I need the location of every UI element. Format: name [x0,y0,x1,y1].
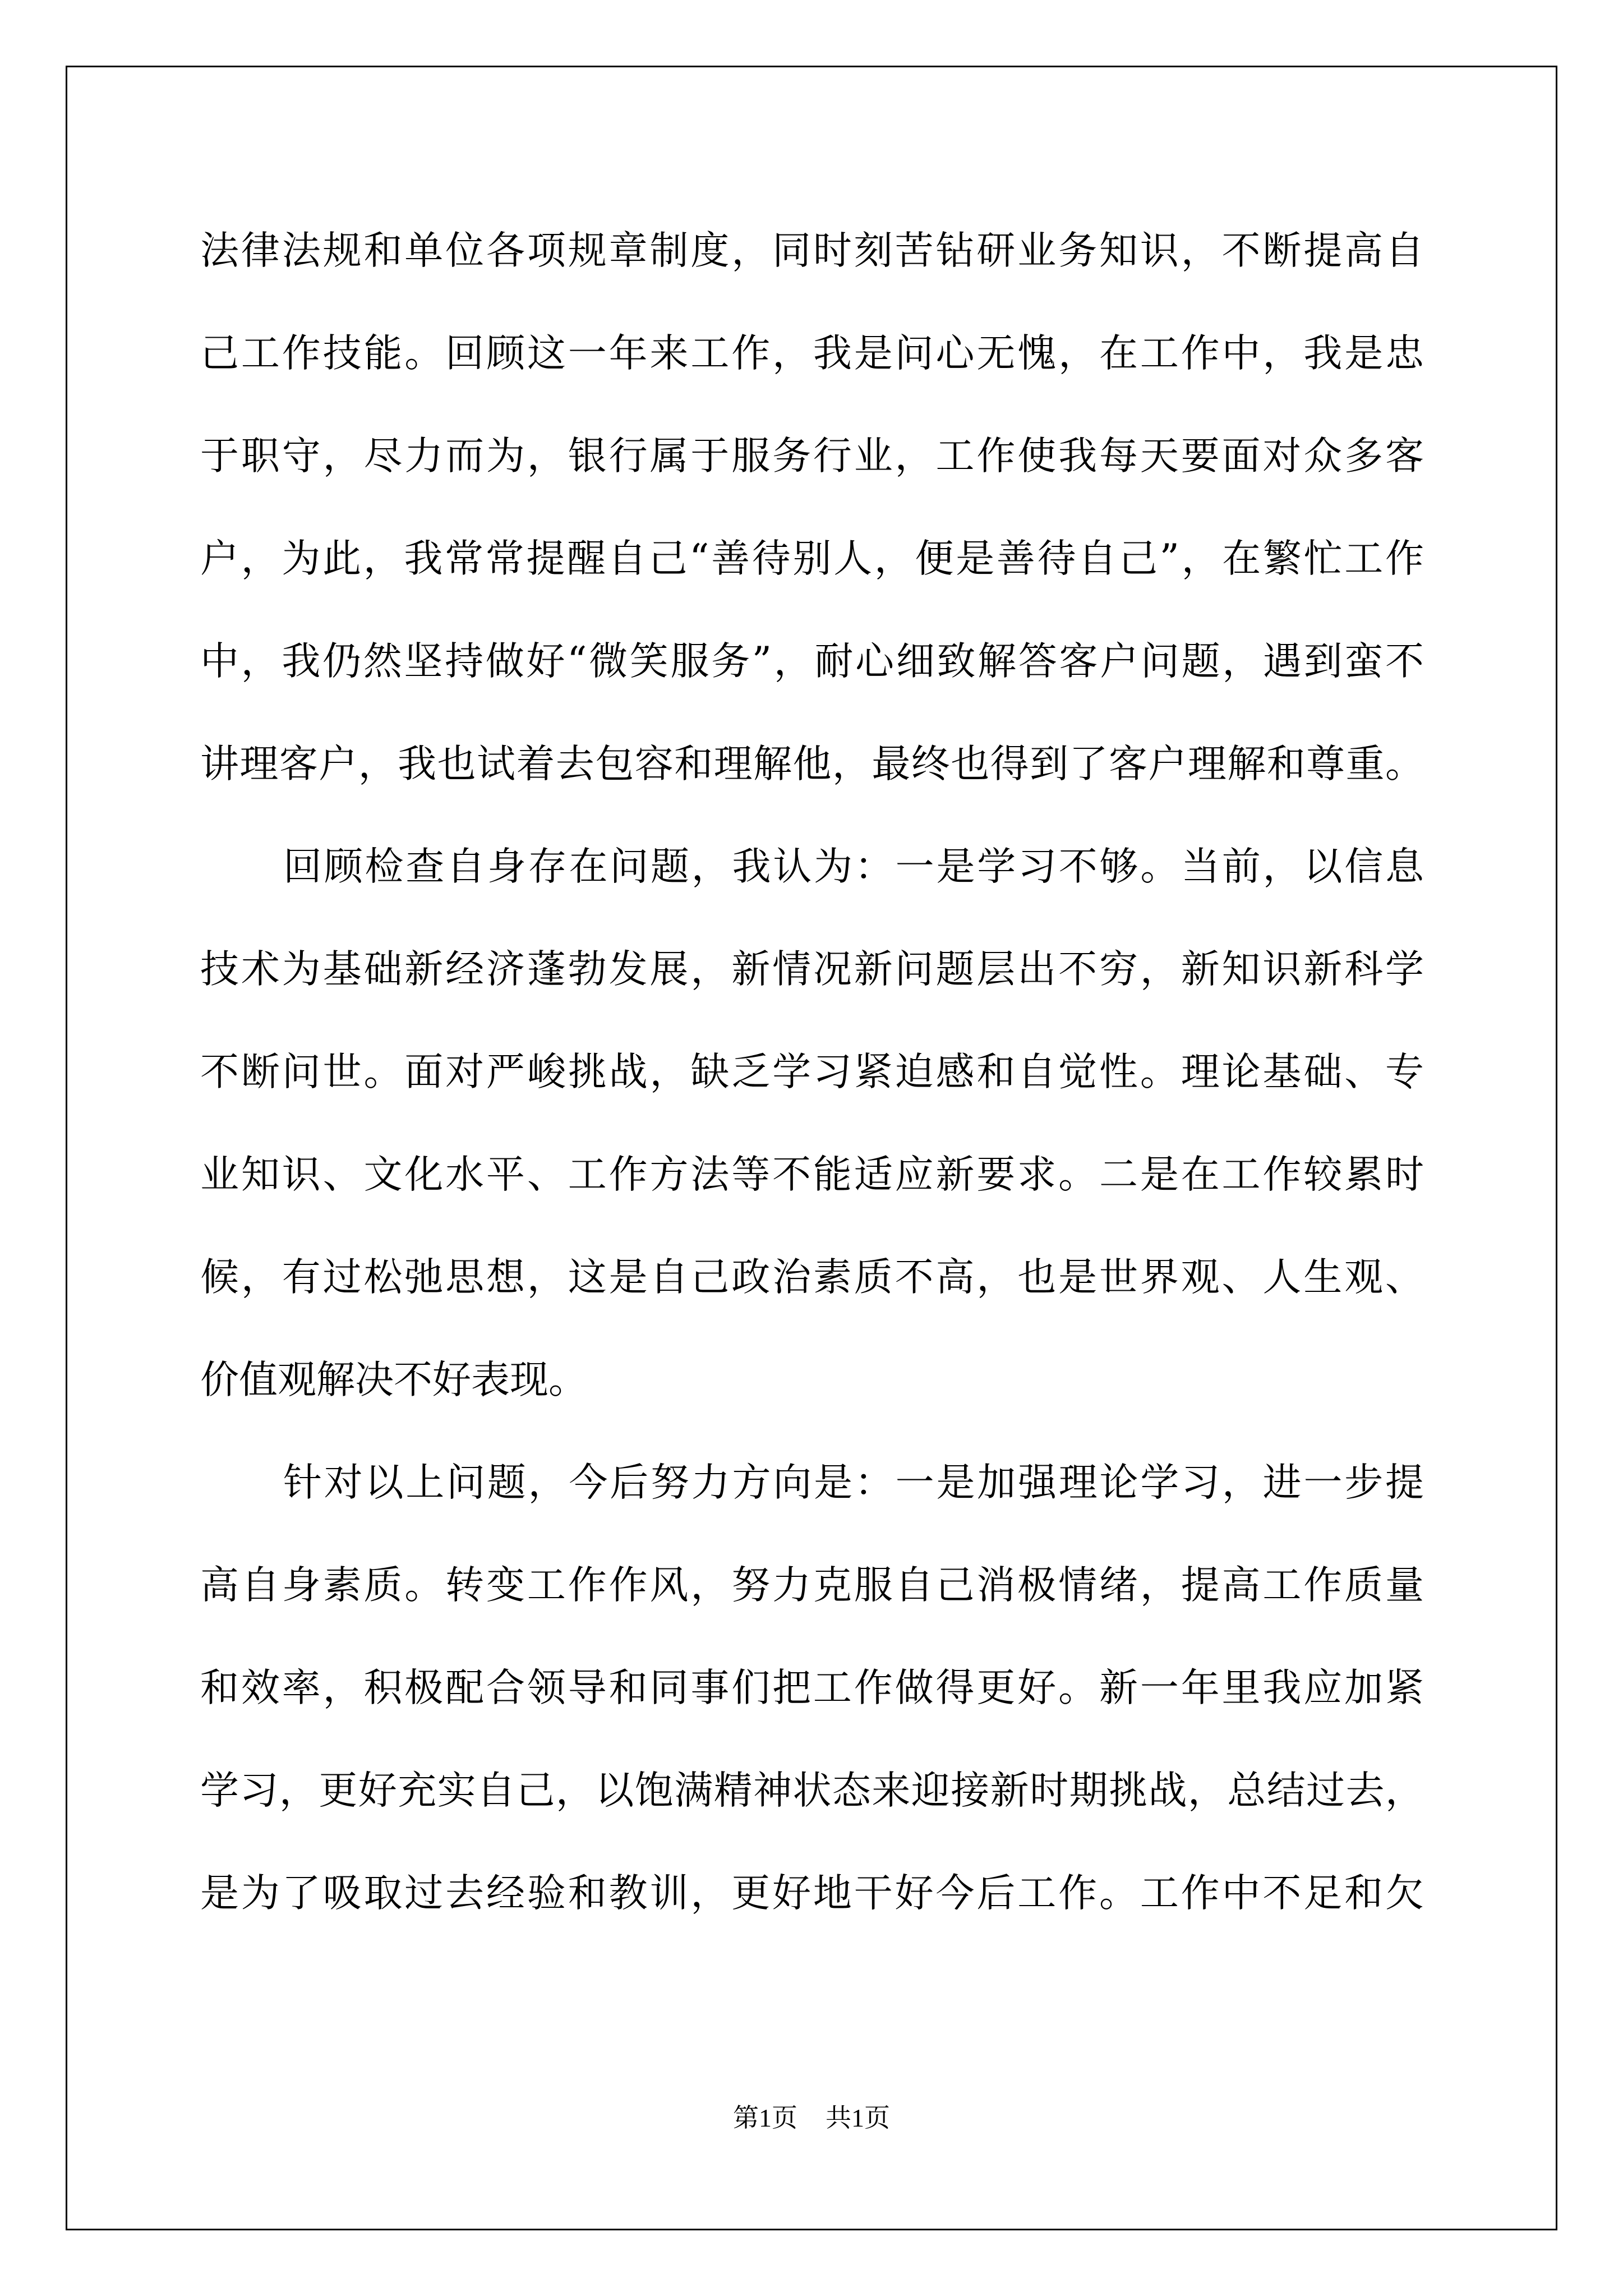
document-body [200,200,1424,1945]
text-line: 学习，更好充实自己，以饱满精神状态来迎接新时期挑战，总结过去， [200,1768,1424,1813]
text-line: 高自身素质。转变工作作风，努力克服自己消极情绪，提高工作质量 [200,1563,1424,1608]
text-line: 是为了吸取过去经验和教训，更好地干好今后工作。工作中不足和欠 [200,1871,1424,1916]
text-line: 技术为基础新经济蓬勃发展，新情况新问题层出不穷，新知识新科学 [200,947,1424,992]
text-line: 回顾检查自身存在问题，我认为：一是学习不够。当前，以信息 [283,844,1424,889]
text-line: 于职守，尽力而为，银行属于服务行业，工作使我每天要面对众多客 [200,434,1424,478]
text-line: 和效率，积极配合领导和同事们把工作做得更好。新一年里我应加紧 [200,1665,1424,1710]
text-line: 价值观解决不好表现。 [200,1358,587,1402]
text-line: 户，为此，我常常提醒自己“善待别人，便是善待自己”，在繁忙工作 [200,536,1424,581]
text-line: 己工作技能。回顾这一年来工作，我是问心无愧，在工作中，我是忠 [200,331,1424,376]
text-line: 讲理客户，我也试着去包容和理解他，最终也得到了客户理解和尊重。 [200,742,1424,786]
text-line: 业知识、文化水平、工作方法等不能适应新要求。二是在工作较累时 [200,1152,1424,1197]
text-line: 针对以上问题，今后努力方向是：一是加强理论学习，进一步提 [283,1460,1424,1505]
page-total: 共1页 [826,2104,890,2132]
text-line: 法律法规和单位各项规章制度，同时刻苦钻研业务知识，不断提高自 [200,228,1424,273]
page-number: 第1页 [733,2104,797,2132]
text-line: 中，我仍然坚持做好“微笑服务”，耐心细致解答客户问题，遇到蛮不 [200,639,1424,684]
text-line: 不断问世。面对严峻挑战，缺乏学习紧迫感和自觉性。理论基础、专 [200,1050,1424,1094]
text-line: 候，有过松弛思想，这是自己政治素质不高，也是世界观、人生观、 [200,1255,1424,1300]
page-footer [0,2101,1623,2135]
